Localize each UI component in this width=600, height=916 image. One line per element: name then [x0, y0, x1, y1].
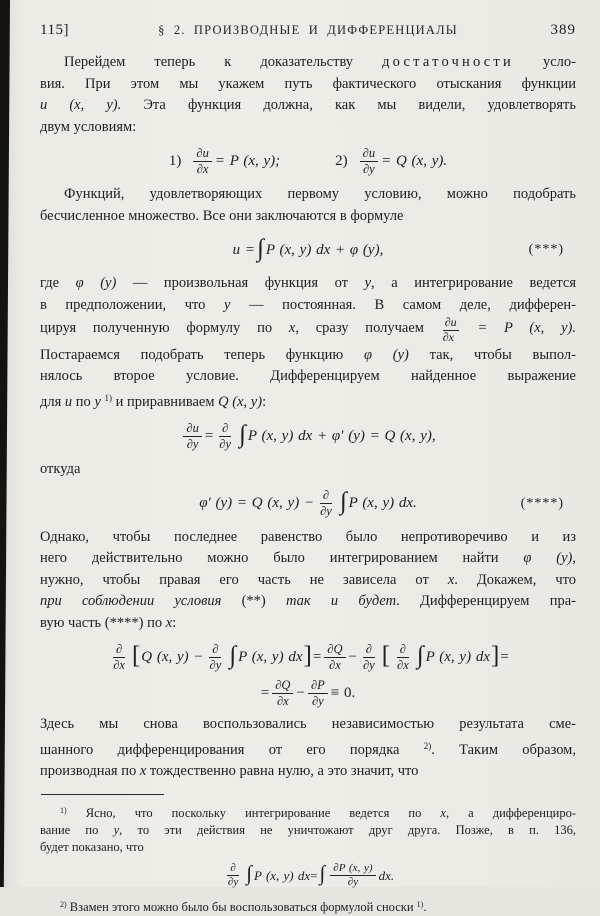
formula-general-solution [40, 232, 576, 268]
integral-sign: ∫ [246, 861, 252, 886]
math-text: P (x, y) dx [238, 648, 303, 665]
footnote-formula [40, 860, 576, 892]
text-run: усло- [513, 54, 576, 70]
text-run: x [288, 319, 296, 336]
text-run: вия. При этом мы укажем путь фактического отыскания функции [40, 75, 576, 92]
text-run: — произвольная функция от [116, 275, 365, 291]
partial-fraction: ∂ ∂y [362, 641, 375, 672]
integral-sign: ∫ [257, 234, 264, 262]
right-bracket: ] [303, 642, 312, 670]
partial-fraction: ∂P (x, y) ∂y [330, 862, 375, 889]
integral-sign: ∫ [229, 641, 237, 669]
text-run: вание по [40, 822, 114, 837]
text-run: x [139, 763, 147, 780]
page-number: 389 [550, 22, 576, 38]
paragraph-however-last [40, 613, 576, 635]
text-run: . Таким образом, [431, 741, 576, 758]
text-run: цируя полученную формулу по [40, 319, 289, 336]
footnote-marker: 2) [423, 740, 432, 751]
text-run: нужно, чтобы правая его часть не зависела от [40, 571, 448, 588]
running-title: § 2. ПРОИЗВОДНЫЕ И ДИФФЕРЕНЦИАЛЫ [158, 23, 458, 37]
partial-fraction: $\frac{\partial Q}{\partial x}$ [272, 678, 293, 709]
integral-sign: ∫ [339, 488, 347, 516]
formula-tag-4stars: (****) [520, 495, 564, 511]
text-run: Эта функция должна, как мы видели, удовлетворять [121, 97, 576, 113]
text-run: нялось второе условие. Дифференцируем найденное выражение [40, 368, 576, 385]
math-text: P (x, y) dx [253, 867, 311, 883]
paragraph-phi-last [40, 388, 576, 414]
text-run: него действительно можно было интегрированием найти [40, 550, 524, 567]
text-run: x [440, 805, 446, 820]
partial-fraction: ∂ ∂y [219, 420, 232, 451]
left-bracket: [ [131, 642, 141, 670]
footnote-marker: 1) [104, 392, 112, 403]
footnote-1-last [40, 839, 576, 856]
text-run: будет показано, что [40, 839, 144, 854]
formula-phi-prime [40, 486, 576, 522]
text-run: достаточности [382, 54, 514, 70]
math-text: = Q (x, y). [381, 152, 448, 169]
math-text: P (x, y) dx. [348, 495, 417, 512]
text-run: . Докажем, что [454, 571, 577, 588]
text-run: двум условиям: [40, 118, 137, 135]
footnote-1 [40, 802, 576, 839]
math-text: P (x, y) dx [425, 648, 490, 665]
text-run: для [40, 393, 65, 410]
equals-sign: = [312, 648, 322, 665]
condition-2 [335, 146, 447, 177]
text-run: y [224, 296, 231, 313]
text-run: Взамен этого можно было бы воспользоваться формулой сноски [66, 899, 417, 914]
equals-sign: = [260, 685, 270, 702]
text-run: Q (x, y) [218, 393, 263, 410]
footnote-marker: 1) [416, 899, 424, 909]
partial-fraction: ∂ ∂x [113, 641, 125, 672]
text-run: , то эти действия не уничтожают друг друга. Позже, в п. 136, [119, 822, 576, 837]
equals-sign: = [204, 427, 214, 444]
math-text: ≡ 0. [330, 685, 356, 702]
equals-sign: = [500, 648, 509, 665]
partial-fraction: $\frac{\partial u}{\partial y}$ [360, 146, 378, 177]
paragraph-intro [40, 52, 576, 117]
math-text: Q (x, y) − [141, 648, 204, 665]
text-run: где [40, 275, 76, 291]
condition-2-label: 2) [335, 152, 348, 169]
footnote-rule [41, 794, 164, 795]
math-text: P (x, y) dx + φ′ (y) = Q (x, y), [247, 427, 436, 444]
paragraph-intro-last [40, 117, 576, 139]
text-run: так, чтобы выпол- [408, 346, 576, 363]
text-run: шанного дифференцирования от его порядка [40, 741, 424, 758]
formula-tag-3stars: (***) [528, 242, 564, 257]
footnote-2 [40, 896, 576, 916]
text-run: = P (x, y). [460, 319, 576, 336]
text-run: Постараемся подобрать теперь функцию [40, 346, 364, 363]
text-run: бесчисленное множество. Все они заключаются в формуле [40, 207, 404, 224]
text-run: , [572, 550, 576, 567]
text-run: x [165, 614, 173, 631]
text-run: производная по [40, 763, 140, 780]
paragraph-however [40, 527, 576, 613]
formula-conditions [40, 143, 576, 179]
connector-word: откуда [40, 461, 81, 478]
partial-fraction: ∂ ∂x [397, 641, 409, 672]
equals-sign: = [310, 867, 318, 883]
formula-derivative-y [40, 418, 576, 454]
integral-sign: ∫ [239, 420, 246, 448]
math-text: u = [232, 241, 256, 258]
text-run: y [94, 393, 101, 410]
math-text: = P (x, y); [214, 152, 281, 169]
math-text: P (x, y) dx + φ (y), [265, 241, 384, 258]
text-run: тождественно равна нулю, а это значит, что [146, 763, 419, 780]
partial-fraction: ∂ ∂y [320, 488, 332, 519]
right-bracket: ] [490, 642, 500, 670]
text-run: Функций, удовлетворяющих первому условию, можно подобрать [64, 186, 576, 202]
formula-mixed-derivative-line2 [40, 678, 576, 709]
text-run: . [423, 899, 427, 914]
minus-sign: − [296, 685, 305, 702]
integral-sign: ∫ [416, 641, 424, 669]
text-run: , сразу получаем [295, 319, 441, 336]
text-run: в предположении, что [40, 296, 225, 313]
text-run: . Дифференцируем пра- [396, 593, 576, 610]
text-run: , а дифференциро- [445, 805, 576, 820]
partial-fraction: $\frac{\partial Q}{\partial x}$ [324, 642, 345, 673]
text-run: вую часть (****) по [40, 614, 166, 631]
text-run: по [72, 393, 95, 410]
condition-1-label: 1) [168, 152, 182, 169]
section-ref: 115] [40, 22, 69, 38]
text-run: и приравниваем [112, 393, 219, 410]
math-text: dx. [378, 867, 395, 883]
text-run: Однако, чтобы последнее равенство было непротиворечиво и из [40, 528, 576, 545]
text-run: : [172, 614, 177, 631]
text-run: Здесь мы снова воспользовались независимостью результата сме- [40, 716, 576, 733]
partial-fraction: $\frac{\partial u}{\partial x}$ [193, 146, 211, 177]
inline-fraction: $\frac{\partial u}{\partial x}$ [442, 315, 457, 344]
text-run: : [262, 393, 267, 410]
footnote-marker: 2) [60, 899, 67, 909]
text-run: при соблюдении условия [40, 593, 222, 610]
paragraph-conclusion-last [40, 761, 576, 783]
math-text: φ′ (y) = Q (x, y) − [199, 495, 315, 512]
text-run: Перейдем теперь к доказательству [64, 54, 383, 70]
text-run: φ (y) [363, 346, 409, 363]
page-content [10, 0, 600, 914]
formula-mixed-derivative-line1 [40, 639, 576, 675]
text-run: y [113, 822, 120, 837]
paragraph-phi [40, 273, 576, 388]
partial-fraction: ∂ ∂y [227, 861, 239, 889]
paragraph-functions-last [40, 206, 576, 228]
paragraph-functions [40, 184, 576, 206]
condition-1 [169, 146, 280, 177]
footnote-marker: 1) [60, 805, 67, 815]
text-run: u [64, 393, 73, 410]
text-run: u (x, y). [40, 97, 122, 113]
partial-fraction: $\frac{\partial P}{\partial y}$ [308, 678, 328, 709]
text-run: , а интегрирование ведется [371, 275, 576, 291]
text-run: Ясно, что поскольку интегрирование ведется по [66, 805, 441, 820]
integral-sign: ∫ [319, 861, 326, 886]
scan-edge-bar [0, 0, 10, 887]
text-run: y [364, 275, 371, 291]
text-run: x [447, 571, 455, 588]
left-bracket: [ [381, 642, 391, 670]
minus-sign: − [348, 648, 357, 665]
partial-fraction: ∂ ∂y [209, 641, 222, 672]
paragraph-conclusion [40, 714, 576, 761]
text-run: так и будет [286, 593, 397, 610]
text-run: φ (y) [75, 275, 117, 291]
page-header [40, 22, 576, 39]
text-run: (**) [221, 593, 286, 610]
text-run: φ (y) [523, 550, 573, 567]
partial-fraction: $\frac{\partial u}{\partial y}$ [183, 421, 201, 452]
text-run: — постоянная. В самом деле, дифферен- [230, 296, 577, 313]
